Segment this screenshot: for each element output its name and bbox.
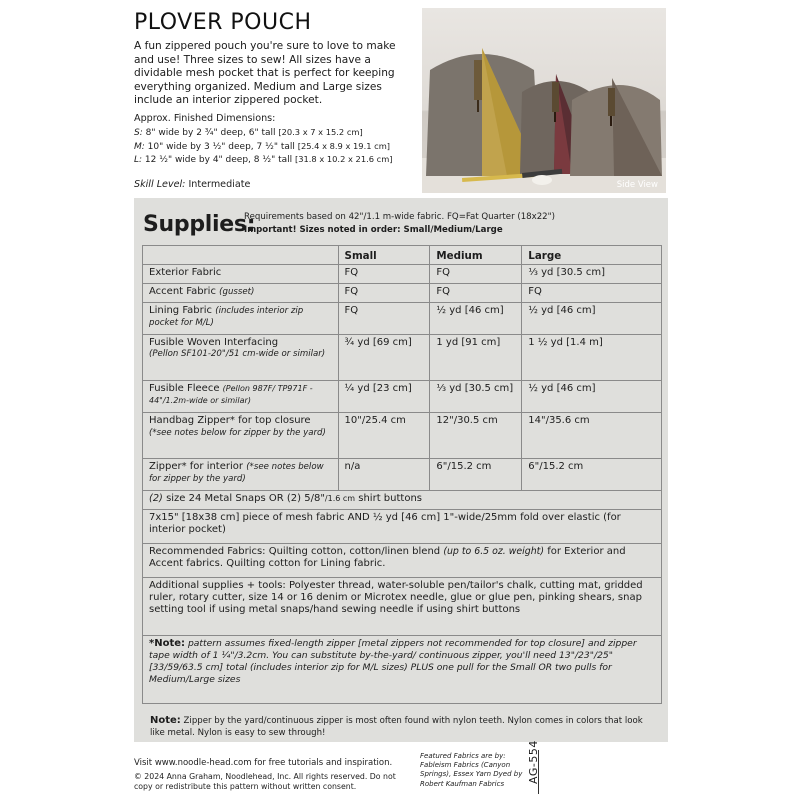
table-header-row bbox=[143, 246, 662, 265]
supplies-table bbox=[142, 245, 662, 704]
pouches-illustration bbox=[422, 8, 666, 193]
featured-fabrics: Featured Fabrics are by: Fableism Fabrics (Canyon Springs), Essex Yarn Dyed by Robert Kaufman Fabrics bbox=[420, 752, 523, 788]
page-title: PLOVER POUCH bbox=[134, 10, 312, 35]
pattern-code: AG-554 bbox=[527, 740, 540, 784]
skill-level: Skill Level: Intermediate bbox=[134, 179, 251, 190]
column-header: Medium bbox=[430, 246, 522, 265]
copyright: © 2024 Anna Graham, Noodlehead, Inc. All rights reserved. Do not copy or redistribute this pattern without written consent. bbox=[134, 772, 396, 792]
table-row: Fusible Woven Interfacing (Pellon SF101-20"/51 cm-wide or similar) ¾ yd [69 cm] 1 yd [91 cm] 1 ½ yd [1.4 m] bbox=[143, 335, 662, 381]
dimensions-list bbox=[134, 126, 424, 167]
table-row: Handbag Zipper* for top closure (*see notes below for zipper by the yard) 10"/25.4 cm 12"/30.5 cm 14"/35.6 cm bbox=[143, 413, 662, 459]
supplies-important: Important! Sizes noted in order: Small/Medium/Large bbox=[244, 224, 503, 235]
supplies-panel bbox=[134, 198, 668, 742]
snaps-row: (2) size 24 Metal Snaps OR (2) 5/8"/1.6 cm shirt buttons bbox=[143, 491, 662, 510]
column-header: Large bbox=[522, 246, 662, 265]
table-row: Accent Fabric (gusset) FQ FQ FQ bbox=[143, 284, 662, 303]
photo-caption: Side View bbox=[616, 180, 658, 190]
zipper-nylon-note: Note: Zipper by the yard/continuous zipper is most often found with nylon teeth. Nylon comes in colors that look like metal. Nylon is easy to sew through! bbox=[150, 715, 643, 738]
recommended-fabrics-row: Recommended Fabrics: Quilting cotton, cotton/linen blend (up to 6.5 oz. weight) for Exterior and Accent fabrics. Quilting cotton for Lining fabric. bbox=[143, 544, 662, 578]
table-row: Exterior Fabric FQ FQ ⅓ yd [30.5 cm] bbox=[143, 265, 662, 284]
dimension-small: S: 8" wide by 2 ¾" deep, 6" tall [20.3 x 7 x 15.2 cm] bbox=[134, 127, 363, 138]
header-empty bbox=[143, 246, 339, 265]
dimension-medium: M: 10" wide by 3 ½" deep, 7 ½" tall [25.4 x 8.9 x 19.1 cm] bbox=[134, 140, 391, 152]
dimensions-heading: Approx. Finished Dimensions: bbox=[134, 113, 276, 124]
dimension-large: L: 12 ½" wide by 4" deep, 8 ½" tall [31.8 x 10.2 x 21.6 cm] bbox=[134, 154, 393, 165]
table-row: Fusible Fleece (Pellon 987F/ TP971F - 44"/1.2m-wide or similar) ¼ yd [23 cm] ⅓ yd [30.5 cm] ½ yd [46 cm] bbox=[143, 381, 662, 413]
intro-paragraph: A fun zippered pouch you're sure to love to make and use! Three sizes to sew! All sizes have a dividable mesh pocket that is perfect for keeping everything organized. Medium and Large sizes include an interior zippered pocket. bbox=[134, 40, 396, 107]
supplies-requirements: Requirements based on 42"/1.1 m-wide fabric. FQ=Fat Quarter (18x22") Important! Sizes noted in order: Small/Medium/Large bbox=[244, 212, 555, 235]
zipper-note-row: *Note: pattern assumes fixed-length zipper [metal zippers not recommended for top closure] and zipper tape width of 1 ¼"/3.2cm. You can substitute by-the-yard/ continuous zipper, you'll need 13"/23"/25" [33/59/63.5 cm] total (includes interior zip for M/L sizes) PLUS one pull for the Small OR two pulls for Medium/Large sizes bbox=[143, 636, 662, 704]
additional-supplies-row: Additional supplies + tools: Polyester thread, water-soluble pen/tailor's chalk, cutting mat, gridded ruler, rotary cutter, size 14 or 16 denim or Microtex needle, glue or glue pen, pinking shears, snap setting tool if using metal snaps/hand sewing needle if using shirt buttons bbox=[143, 578, 662, 636]
product-photo bbox=[422, 8, 666, 193]
table-row: Lining Fabric (includes interior zip pocket for M/L) FQ ½ yd [46 cm] ½ yd [46 cm] bbox=[143, 303, 662, 335]
mesh-row: 7x15" [18x38 cm] piece of mesh fabric AND ½ yd [46 cm] 1"-wide/25mm fold over elastic (for interior pocket) bbox=[143, 510, 662, 544]
table-row: Zipper* for interior (*see notes below for zipper by the yard) n/a 6"/15.2 cm 6"/15.2 cm bbox=[143, 459, 662, 491]
website-line: Visit www.noodle-head.com for free tutorials and inspiration. bbox=[134, 758, 393, 768]
column-header: Small bbox=[338, 246, 430, 265]
supplies-title: Supplies: bbox=[143, 212, 256, 237]
